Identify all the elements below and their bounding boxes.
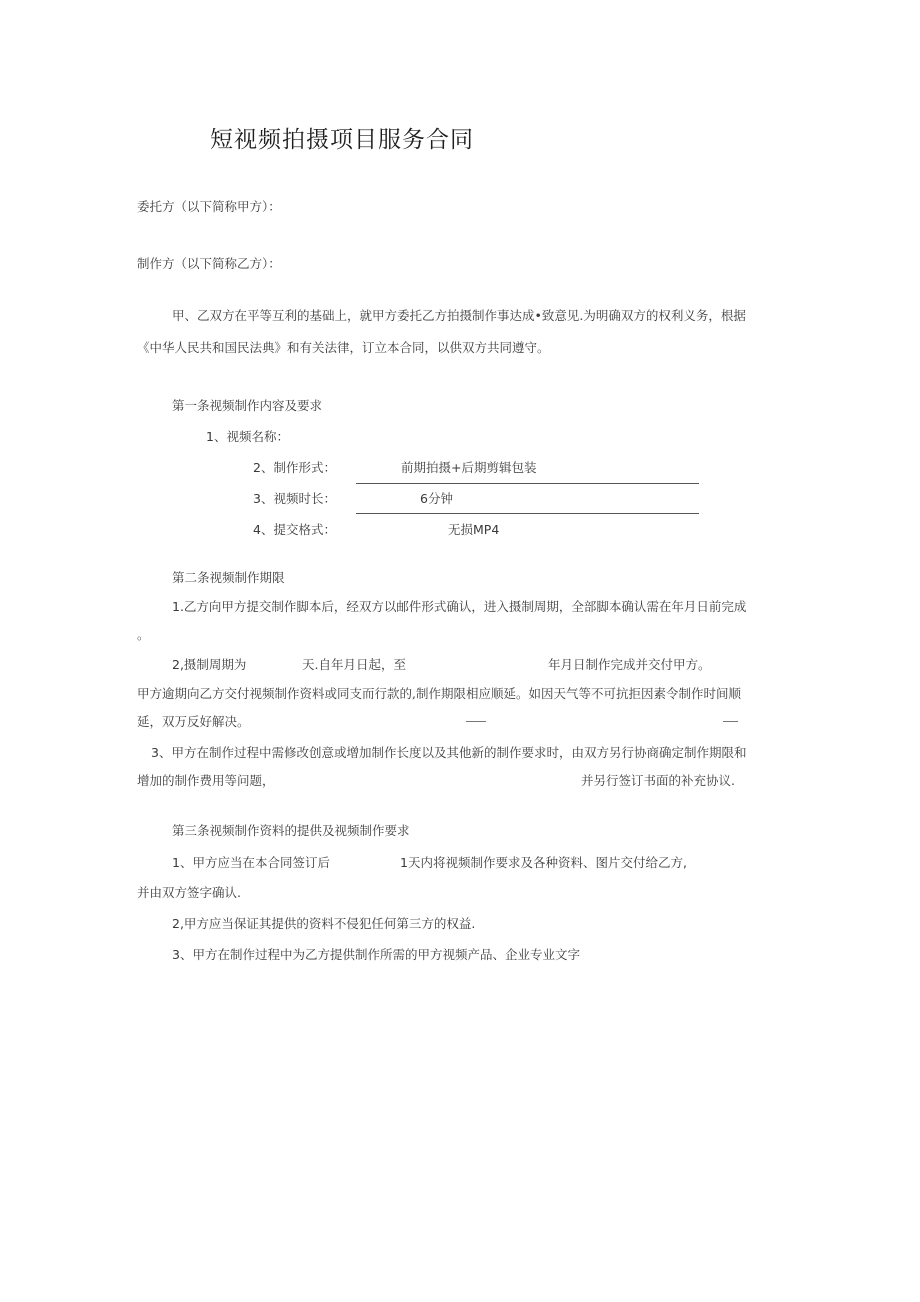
production-form-label: 2、制作形式： — [253, 460, 336, 475]
contract-title: 短视频拍摄项目服务合同 — [210, 127, 474, 153]
preamble-line-1: 甲、乙双方在平等互利的基础上，就甲方委托乙方拍摄制作事达成•致意见.为明确双方的权利义务，根据 — [172, 308, 746, 323]
article-2-para-4-line-2b: 并另行签订书面的补充协议. — [581, 773, 735, 788]
video-duration-underline — [356, 513, 699, 514]
article-3-para-1-part-b: 1天内将视频制作要求及各种资料、图片交付给乙方, — [400, 855, 687, 870]
article-2-para-4-line-1: 3、甲方在制作过程中需修改创意或增加制作长度以及其他新的制作要求时，由双方另行协商确定制作期限和 — [151, 745, 747, 760]
article-1-heading: 第一条视频制作内容及要求 — [172, 398, 323, 413]
production-form-value: 前期拍摄+后期剪辑包装 — [401, 460, 537, 475]
article-2-para-4-line-2a: 增加的制作费用等问题， — [137, 773, 275, 788]
delivery-format-label: 4、提交格式： — [253, 522, 336, 537]
party-b-label: 制作方（以下简称乙方）： — [137, 256, 281, 271]
article-2-para-3-line-2: 延，双万反好解决。 — [137, 714, 250, 729]
article-2-para-2-part-c: 年月日制作完成并交付甲方。 — [548, 657, 711, 672]
article-2-para-1-line-1: 1.乙方向甲方提交制作脚本后，经双方以邮件形式确认，进入摄制周期，全部脚本确认需在年月日前完成 — [172, 599, 747, 614]
article-2-para-2-part-a: 2,摄制周期为 — [172, 657, 247, 672]
article-2-heading: 第二条视频制作期限 — [172, 570, 285, 585]
article-3-para-1-line-2: 并由双方签字确认. — [137, 885, 241, 900]
video-duration-value: 6分钟 — [420, 491, 453, 506]
video-duration-label: 3、视频时长： — [253, 491, 336, 506]
article-2-para-2-part-b: 天.自年月日起，至 — [302, 657, 406, 672]
article-3-para-3: 3、甲方在制作过程中为乙方提供制作所需的甲方视频产品、企业专业文字 — [172, 947, 580, 962]
video-name-label: 1、视频名称： — [206, 429, 289, 444]
article-3-para-1-part-a: 1、甲方应当在本合同签订后 — [172, 855, 330, 870]
article-2-para-3-line-1: 甲方逾期向乙方交付视频制作资料或同支而行款的,制作期限相应顺延。如因天气等不可抗拒因素令制作时间顺 — [137, 686, 741, 701]
blank-dash-1 — [466, 721, 486, 722]
blank-dash-2 — [723, 721, 738, 722]
delivery-format-value: 无损MP4 — [448, 522, 500, 537]
production-form-underline — [356, 483, 699, 484]
article-2-para-1-line-2: 。 — [137, 627, 150, 642]
article-3-para-2: 2,甲方应当保证其提供的资料不侵犯任何第三方的权益. — [172, 916, 476, 931]
party-a-label: 委托方（以下简称甲方）： — [137, 199, 281, 214]
preamble-line-2: 《中华人民共和国民法典》和有关法律，订立本合同，以供双方共同遵守。 — [137, 340, 550, 355]
article-3-heading: 第三条视频制作资料的提供及视频制作要求 — [172, 823, 410, 838]
